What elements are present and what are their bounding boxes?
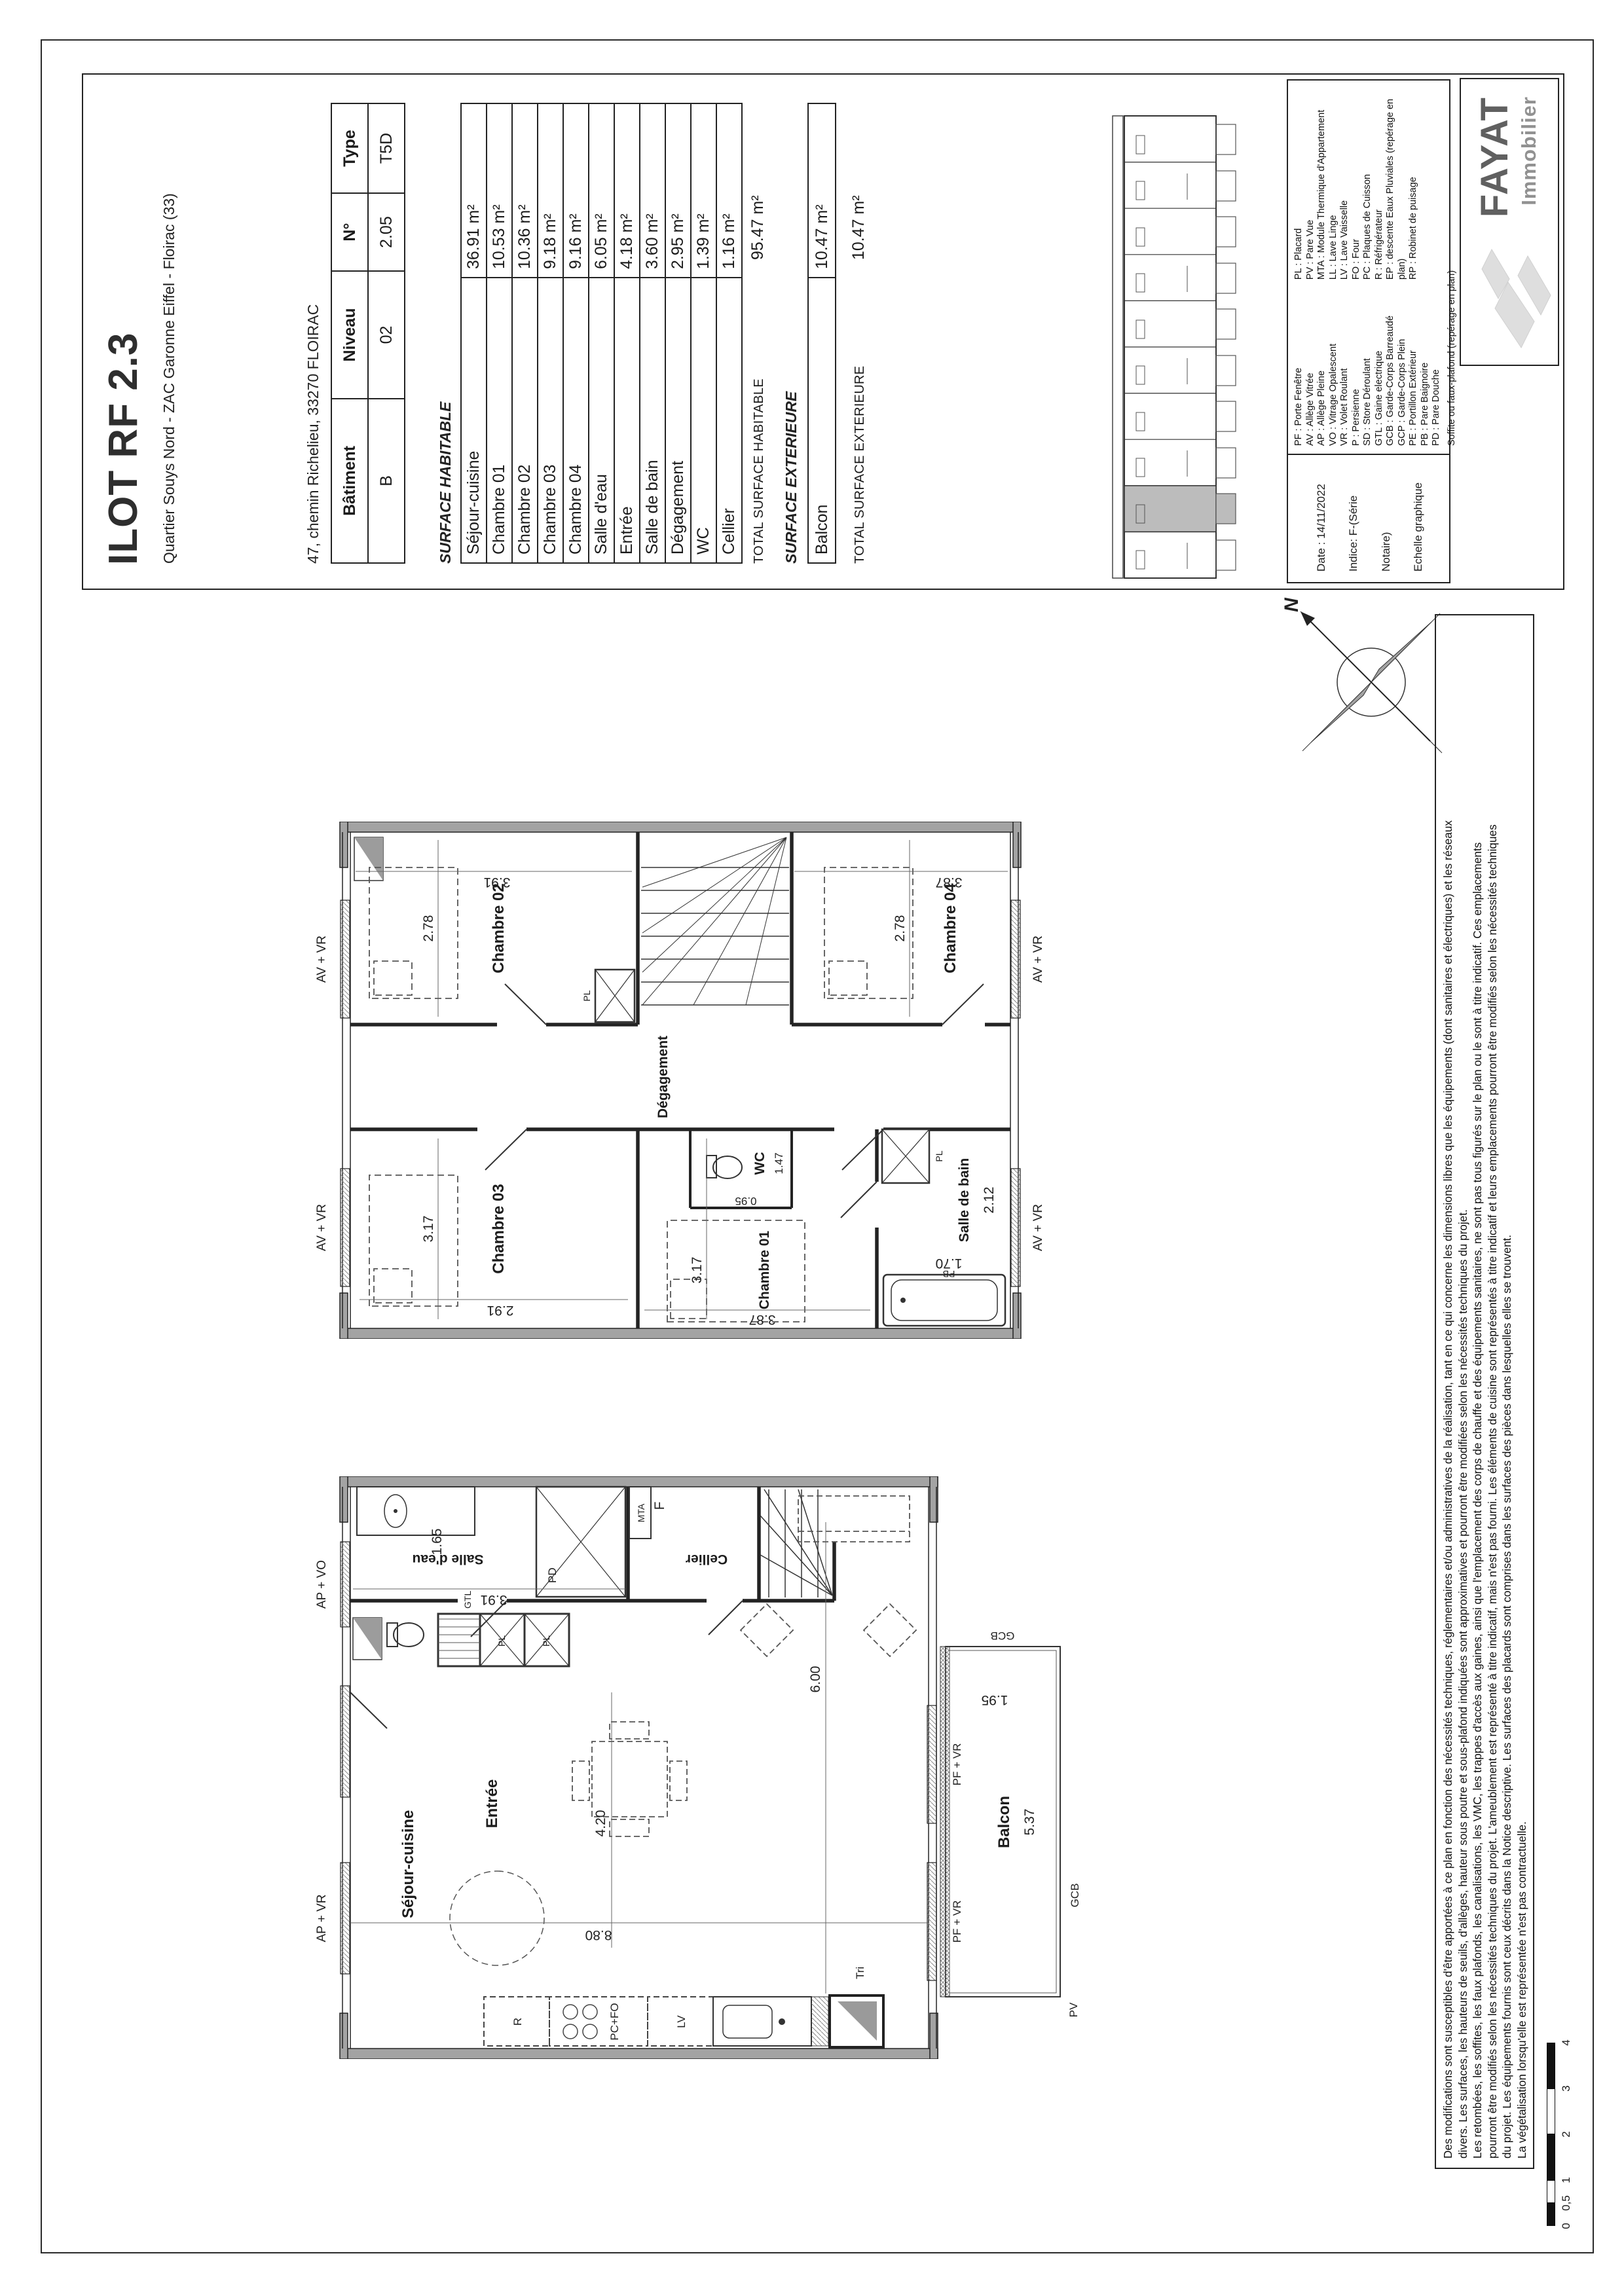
brand-watermark (1462, 230, 1559, 361)
total-exterieure-label: TOTAL SURFACE EXTERIEURE (853, 365, 867, 564)
gtl-label: GTL (462, 1590, 473, 1609)
legend-item: P : Persienne (1350, 389, 1361, 446)
table-row (665, 103, 691, 563)
dim-label: 3.87 (935, 875, 963, 890)
room-area: 1.39 m² (691, 103, 716, 278)
legend-item: EP : descente Eaux Pluviales (repérage en plan) (1385, 98, 1407, 280)
dim-label: 1.95 (981, 1692, 1008, 1707)
unit-info-table (331, 103, 405, 564)
tri-label: Tri (854, 1966, 866, 1979)
legend-abbreviations (1288, 81, 1457, 454)
brand-box (1460, 78, 1559, 366)
graphic-scale-bar (1547, 2016, 1577, 2229)
floor-plan-lower (304, 1476, 1109, 2059)
cell-type: T5D (368, 103, 405, 193)
dim-label: 2.12 (982, 1186, 997, 1214)
room-area: 2.95 m² (665, 103, 691, 278)
closet-label: PL (581, 990, 592, 1002)
legend-item: VR : Volet Roulant (1339, 368, 1350, 446)
scale-tick: 3 (1560, 2085, 1572, 2092)
table-row (640, 103, 665, 563)
room-area: 4.18 m² (614, 103, 640, 278)
indice-label: Indice: F-(Série Notaire) (1347, 495, 1392, 572)
key-plan-thumbnail (1109, 84, 1266, 582)
room-label-ch02: Chambre 02 (490, 883, 507, 974)
legend-column-1 (1293, 280, 1443, 446)
dim-label: 1.70 (935, 1256, 963, 1271)
room-name: Entrée (614, 278, 640, 563)
disclaimer-line: pourront être modifiés selon les nécessités techniques du projet. L'ameublement est représenté à titre indicatif, mais n'est pas fourni. Les éléments de cuisine sont représentés à titre indicatif et leurs emplacements pourront être modifiés selon les nécessités techniques (1485, 824, 1499, 2159)
table-row (512, 103, 538, 563)
table-row (691, 103, 716, 563)
legend-item: PD : Pare Douche (1431, 369, 1442, 446)
dim-label: 1.65 (430, 1528, 445, 1556)
project-subtitle: Quartier Souys Nord - ZAC Garonne Eiffel - Floirac (33) (160, 193, 177, 564)
total-habitable-row (748, 103, 767, 564)
dim-label: 3.91 (483, 875, 511, 890)
col-header-batiment: Bâtiment (331, 399, 368, 563)
mta-label: MTA (636, 1503, 646, 1523)
bath-screen-label: PB (942, 1269, 955, 1279)
total-habitable-label: TOTAL SURFACE HABITABLE (752, 378, 766, 564)
table-row (331, 103, 368, 563)
room-label-sdb: Salle de bain (957, 1157, 972, 1243)
window-label: PF + VR (951, 1900, 963, 1943)
room-name: WC (691, 278, 716, 563)
legend-item: GCP : Garde-Corps Plein (1396, 338, 1407, 446)
toilet-icon (387, 1623, 424, 1647)
room-area: 9.16 m² (563, 103, 589, 278)
closet-label: PL (934, 1150, 944, 1162)
disclaimer-line: du projet. Les équipements fournis sont ceux décrits dans la Notice descriptive. Les surfaces des placards sont comprises dans les surfaces des pièces dans lesquelles elles se trouvent. (1500, 1234, 1514, 2159)
legend-item: PE : Portillon Extérieur (1408, 350, 1419, 446)
dim-label: 1.47 (773, 1152, 785, 1175)
cell-numero: 2.05 (368, 193, 405, 271)
total-habitable-value: 95.47 m² (748, 195, 767, 260)
surface-exterieure-label: SURFACE EXTERIEURE (783, 391, 800, 564)
col-header-type: Type (331, 103, 368, 193)
legend-item: VO : Vitrage Opalescent (1327, 343, 1338, 446)
floor-plan-upper (304, 822, 1050, 1339)
dim-label: 3.87 (748, 1312, 776, 1327)
surface-habitable-table (460, 103, 743, 564)
table-row (614, 103, 640, 563)
room-label-ch01: Chambre 01 (757, 1230, 772, 1310)
window-label: AP + VR (315, 1894, 329, 1942)
room-label-cellier: Cellier (685, 1552, 728, 1567)
col-header-niveau: Niveau (331, 271, 368, 399)
toilet-icon (707, 1156, 742, 1178)
legal-disclaimer (1435, 614, 1534, 2169)
dim-label: 8.80 (585, 1927, 612, 1942)
legend-item: PF : Porte Fenêtre (1293, 367, 1304, 446)
room-area: 10.53 m² (487, 103, 512, 278)
closet-label: PL (496, 1635, 507, 1647)
table-row (538, 103, 563, 563)
fridge-label: R (511, 2017, 524, 2026)
disclaimer-line: Les retombées, les soffites, les faux plafonds, les canalisations, les VMC, les trappes d'accès aux gaines, ainsi que l'emplacement des corps de chauffe et des équipements sanitaires, ne sont pas tous figurés sur le plan ou le sont à titre indicatif. Ces emplacements (1471, 842, 1485, 2159)
legend-note: Soffite ou faux-plafond (repérage en plan) (1446, 270, 1457, 446)
window-label: AV + VR (1031, 936, 1045, 983)
dim-label: 6.00 (808, 1666, 823, 1693)
table-row (487, 103, 512, 563)
col-header-numero: N° (331, 193, 368, 271)
sink-icon (723, 2005, 772, 2038)
room-name: Chambre 03 (538, 278, 563, 563)
legend-column-2 (1293, 84, 1443, 280)
room-name: Séjour-cuisine (461, 278, 487, 563)
legend-item: LL : Lave Linge (1327, 215, 1338, 280)
scale-tick: 2 (1560, 2131, 1572, 2138)
dishwasher-label: LV (675, 2015, 688, 2028)
dim-label: 3.17 (421, 1215, 436, 1243)
room-label-wc: WC (752, 1152, 767, 1175)
table-row (716, 103, 742, 563)
brand-logo: FAYAT (1473, 96, 1516, 218)
room-area: 10.47 m² (808, 103, 836, 278)
room-area: 36.91 m² (461, 103, 487, 278)
room-label-ch04: Chambre 04 (942, 883, 959, 974)
legend-item: PL : Placard (1293, 228, 1304, 280)
dim-label: 0.95 (735, 1195, 757, 1207)
room-area: 1.16 m² (716, 103, 742, 278)
echelle-label: Echelle graphique (1411, 482, 1424, 572)
legend-item: PC : Plaques de Cuisson (1362, 173, 1373, 280)
legend-item: PV : Pare Vue (1304, 219, 1316, 280)
room-label-salledeau: Salle d'eau (412, 1552, 484, 1567)
room-name: Cellier (716, 278, 742, 563)
surface-habitable-label: SURFACE HABITABLE (437, 401, 454, 564)
table-row (808, 103, 836, 563)
scale-tick: 0 (1560, 2223, 1572, 2229)
disclaimer-line: Des modifications sont susceptibles d'être apportées à ce plan en fonction des nécessités techniques, réglementaires et/ou administratives de la réalisation, tant en ce qui concerne les dimensions libres que les équipements (dont sanitaires et électriques) et les réseaux (1441, 820, 1454, 2159)
legend-item: PB : Pare Baignoire (1419, 362, 1430, 446)
room-name: Dégagement (665, 278, 691, 563)
north-label: N (1281, 598, 1302, 612)
legend-item: RP : Robinet de puisage (1408, 177, 1419, 280)
plan-meta (1288, 454, 1449, 582)
disclaimer-line: divers. Les surfaces, les hauteurs de seuils, d'allèges, hauteur sous poutre et sous-plafond indiquées sont approximatives et pourront être modifiées selon les nécessités techniques du projet. (1456, 1209, 1469, 2159)
drawing-area (41, 39, 1594, 2253)
scale-tick: 1 (1560, 2177, 1572, 2183)
table-row (368, 103, 405, 563)
date-label: Date : 14/11/2022 (1315, 484, 1327, 572)
cell-batiment: B (368, 399, 405, 563)
room-area: 9.18 m² (538, 103, 563, 278)
window-label: AV + VR (1031, 1204, 1045, 1251)
table-row (589, 103, 614, 563)
window-label: AP + VO (315, 1559, 329, 1609)
scale-tick: 4 (1560, 2039, 1572, 2046)
window-label: AV + VR (315, 936, 329, 983)
legend-item: GTL : Gaine electrique (1373, 350, 1384, 446)
cell-niveau: 02 (368, 271, 405, 399)
room-name: Balcon (808, 278, 836, 563)
room-area: 6.05 m² (589, 103, 614, 278)
legend-item: FO : Four (1350, 239, 1361, 280)
hob-oven-label: PC+FO (608, 2003, 621, 2041)
dim-label: 4.20 (593, 1810, 608, 1837)
table-row (563, 103, 589, 563)
shower-label: PD (546, 1567, 559, 1583)
dim-label: 3.91 (480, 1592, 507, 1607)
scale-tick: 0,5 (1560, 2195, 1572, 2211)
page-title: ILOT RF 2.3 (101, 332, 146, 565)
window-label: PF + VR (951, 1743, 963, 1786)
room-name: Salle de bain (640, 278, 665, 563)
room-area: 10.36 m² (512, 103, 538, 278)
room-label-sejour: Séjour-cuisine (399, 1810, 417, 1918)
window-label: AV + VR (315, 1204, 329, 1251)
room-label-entree: Entrée (483, 1779, 501, 1829)
room-name: Salle d'eau (589, 278, 614, 563)
dim-label: 5.37 (1022, 1808, 1037, 1836)
dim-label: 2.78 (421, 915, 436, 942)
pare-vue-label: PV (1067, 2002, 1080, 2018)
disclaimer-line: La végétalisation lorsqu'elle est représentée n'est pas contractuelle. (1515, 1821, 1528, 2159)
highlighted-unit (1124, 486, 1216, 532)
legend-box (1287, 79, 1457, 583)
legend-item: R : Réfrigérateur (1373, 209, 1384, 280)
total-exterieure-row (849, 103, 868, 564)
surface-exterieure-table (807, 103, 836, 564)
room-name: Chambre 04 (563, 278, 589, 563)
brand-logo-sub: Immobilier (1517, 96, 1540, 206)
dim-label: 2.91 (487, 1303, 514, 1318)
room-name: Chambre 01 (487, 278, 512, 563)
legend-item: AP : Allège Pleine (1316, 370, 1327, 446)
legend-item: LV : Lave Vaisselle (1339, 200, 1350, 280)
room-label-degagement: Dégagement (655, 1035, 671, 1119)
title-block (82, 73, 1564, 590)
room-area: 3.60 m² (640, 103, 665, 278)
f-label: F (652, 1501, 667, 1510)
legend-item: GCB : Garde-Corps Barreaudé (1385, 315, 1396, 446)
room-name: Chambre 02 (512, 278, 538, 563)
room-label-ch03: Chambre 03 (490, 1184, 507, 1274)
table-row (461, 103, 487, 563)
legend-item: SD : Store Déroulant (1362, 358, 1373, 446)
legend-item: MTA : Module Thermique d'Appartement (1316, 109, 1327, 280)
room-label-balcon: Balcon (995, 1795, 1013, 1849)
dim-label: 2.78 (893, 915, 908, 942)
closet-label: PL (541, 1635, 551, 1647)
dim-label: 3.17 (690, 1256, 705, 1284)
railing-label: GCB (1069, 1883, 1081, 1908)
project-address: 47, chemin Richelieu, 33270 FLOIRAC (304, 304, 322, 564)
legend-item: AV : Allège Vitrée (1304, 373, 1316, 446)
total-exterieure-value: 10.47 m² (849, 195, 868, 260)
railing-label: GCB (990, 1630, 1015, 1642)
